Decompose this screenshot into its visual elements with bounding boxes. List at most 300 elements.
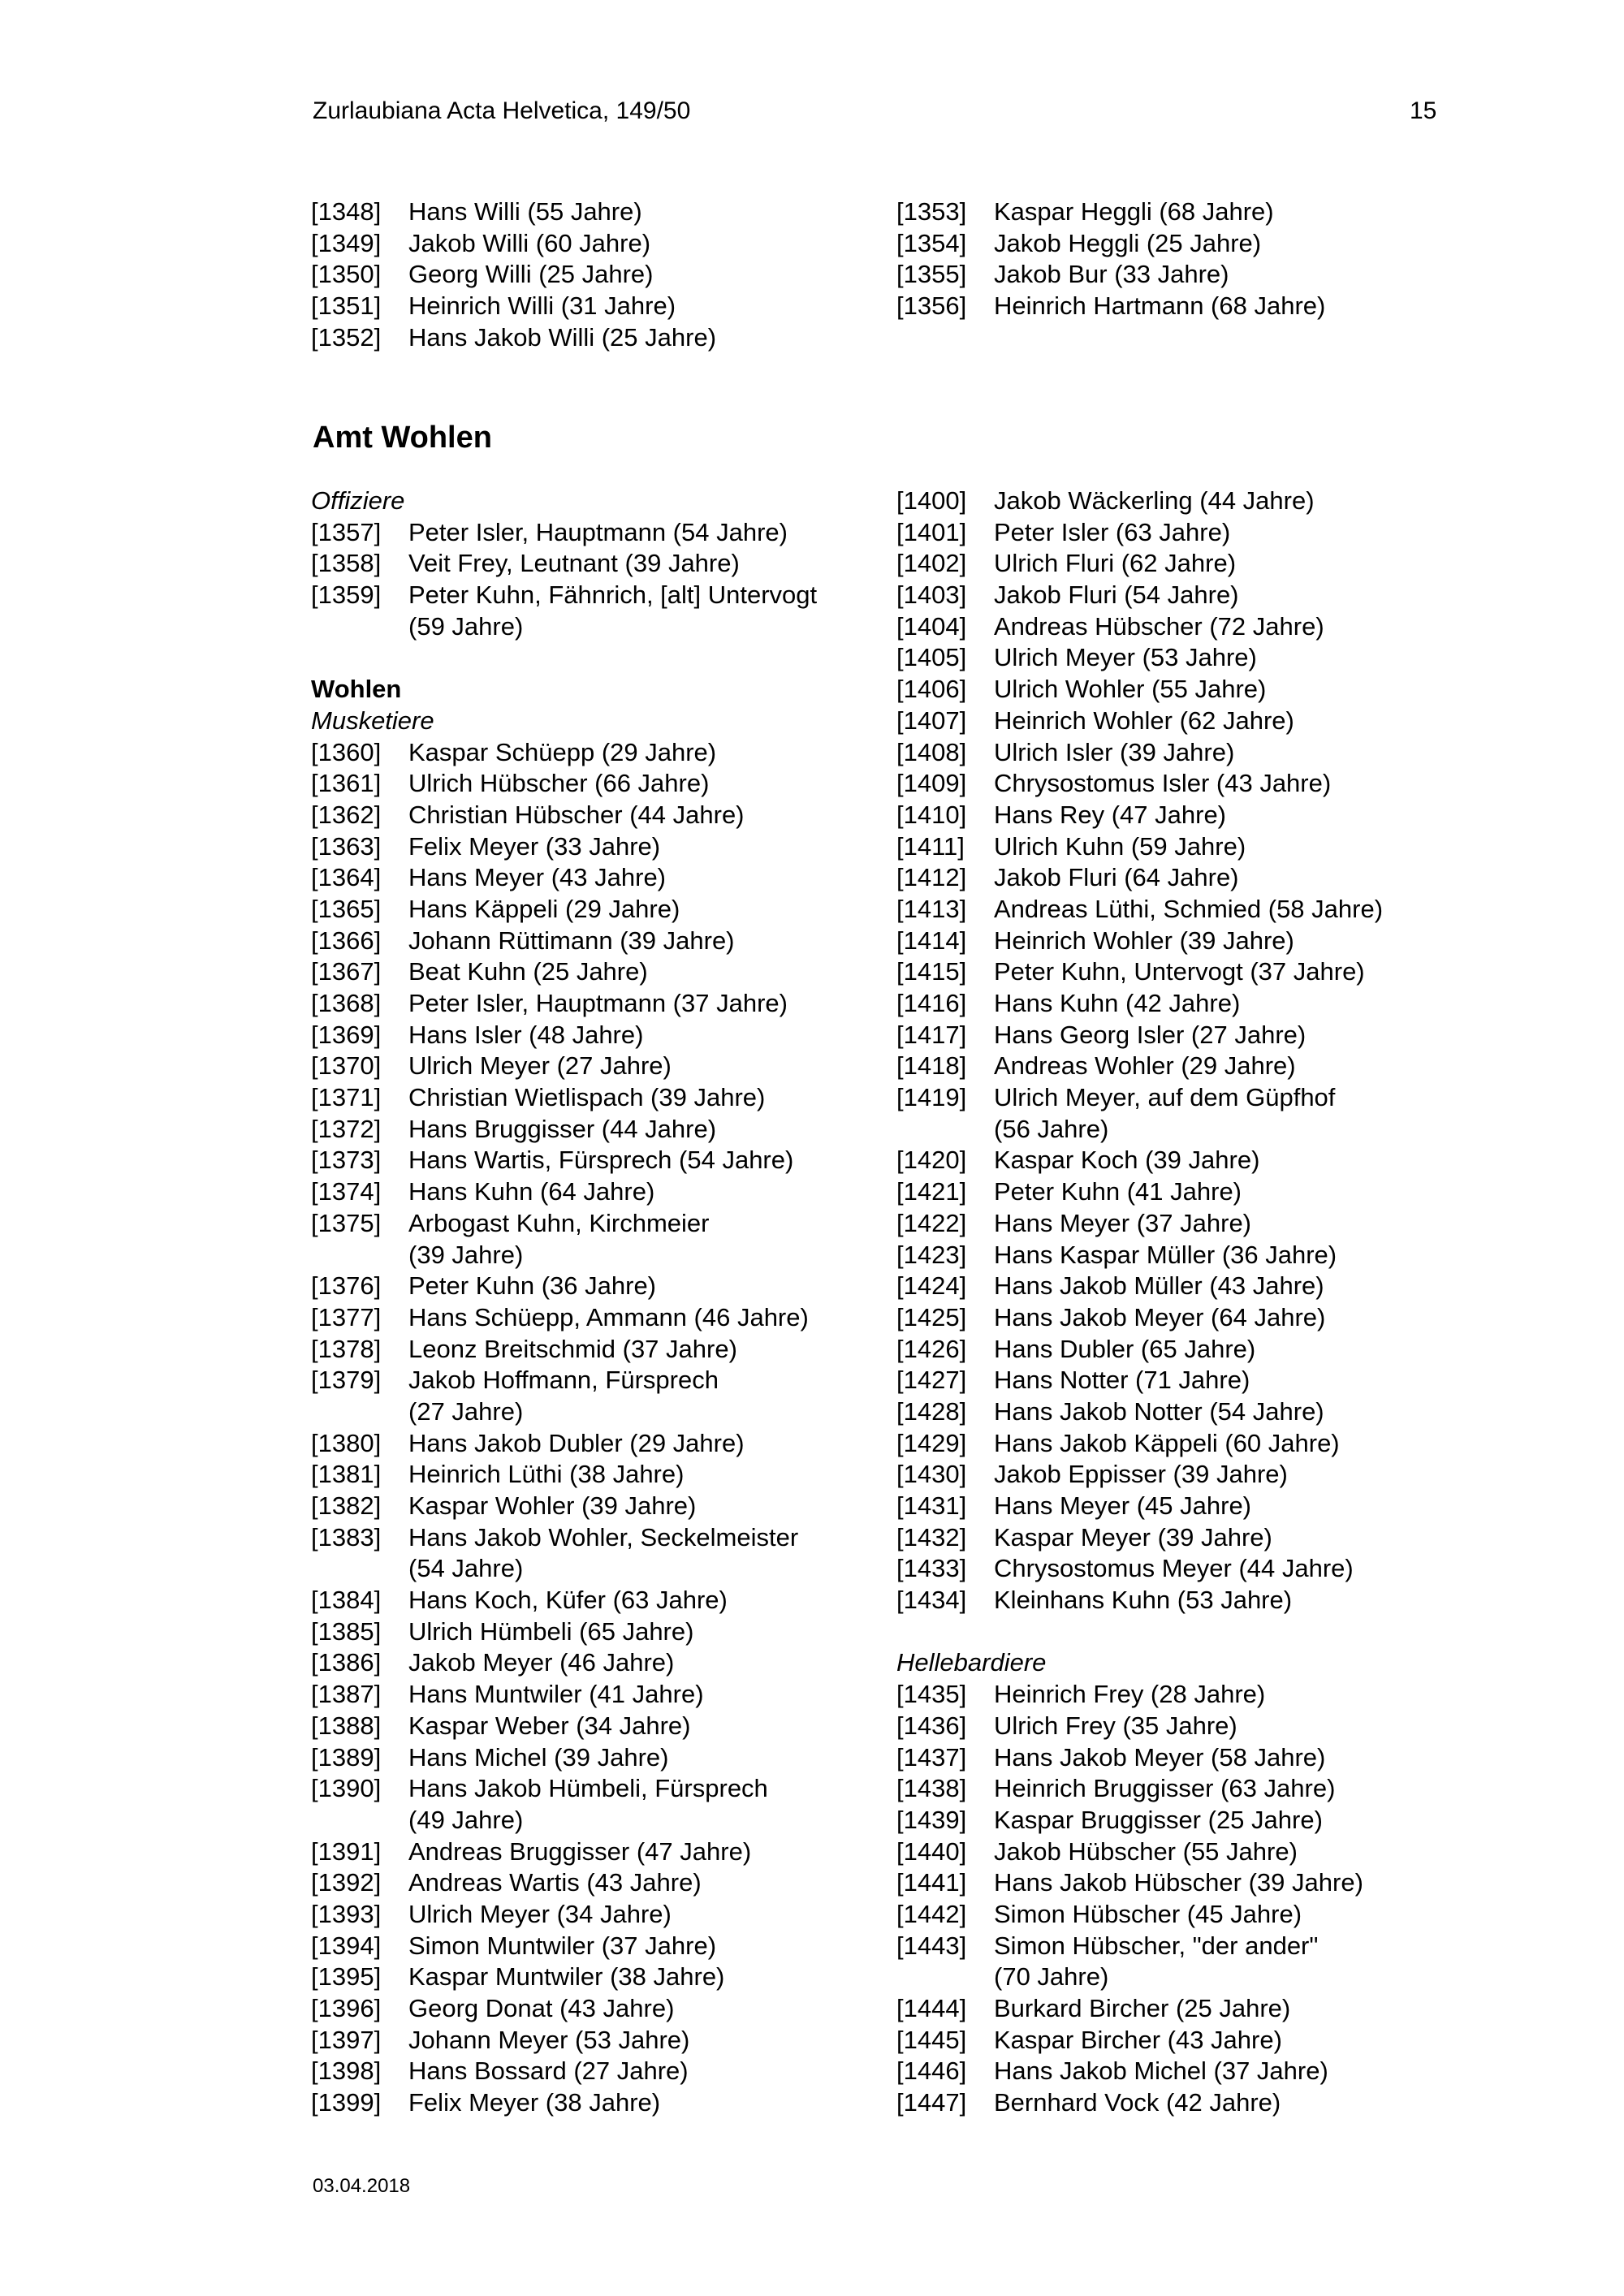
entry-text: (70 Jahre): [994, 1962, 1109, 1992]
list-entry: [311, 548, 896, 580]
list-entry: [311, 862, 896, 894]
list-entry: [896, 1836, 1481, 1868]
entry-number: [1395]: [311, 1962, 382, 1992]
entry-text: Hans Jakob Notter (54 Jahre): [994, 1396, 1324, 1426]
entry-text: Hans Meyer (37 Jahre): [994, 1208, 1252, 1237]
list-entry: [896, 737, 1481, 769]
list-entry: [896, 642, 1481, 674]
entry-text: Johann Rüttimann (39 Jahre): [408, 926, 735, 955]
entry-number: [1410]: [896, 800, 967, 829]
list-entry: [896, 1899, 1481, 1931]
list-entry-continuation: [896, 1962, 1481, 1993]
list-entry: [896, 228, 1481, 260]
entry-text: (39 Jahre): [408, 1240, 524, 1269]
list-entry-continuation: [311, 1553, 896, 1585]
entry-number: [1431]: [896, 1491, 967, 1520]
entry-number: [1413]: [896, 894, 967, 923]
list-entry-continuation: [896, 1114, 1481, 1146]
list-entry: [896, 768, 1481, 800]
entry-text: (56 Jahre): [994, 1114, 1109, 1143]
entry-number: [1349]: [311, 228, 382, 257]
entry-text: Simon Hübscher (45 Jahre): [994, 1899, 1302, 1928]
entry-text: Jakob Bur (33 Jahre): [994, 260, 1229, 289]
list-entry: [896, 548, 1481, 580]
entry-text: Simon Hübscher, "der ander": [994, 1931, 1319, 1960]
list-entry: [896, 611, 1481, 643]
entry-number: [1387]: [311, 1680, 382, 1709]
entry-number: [1360]: [311, 737, 382, 766]
spacer: [311, 642, 896, 674]
entry-text: Ulrich Frey (35 Jahre): [994, 1711, 1237, 1740]
entry-number: [1432]: [896, 1522, 967, 1552]
entry-number: [1388]: [311, 1711, 382, 1740]
list-entry: [311, 988, 896, 1020]
list-entry: [896, 862, 1481, 894]
entry-number: [1382]: [311, 1491, 382, 1520]
list-entry: [896, 1208, 1481, 1240]
entry-text: Hans Georg Isler (27 Jahre): [994, 1020, 1307, 1049]
entry-text: Kaspar Schüepp (29 Jahre): [408, 737, 717, 766]
entry-text: Hans Jakob Wohler, Seckelmeister: [408, 1522, 799, 1552]
list-entry: [311, 259, 896, 291]
entry-text: Jakob Heggli (25 Jahre): [994, 228, 1262, 257]
entry-number: [1447]: [896, 2088, 967, 2117]
list-entry: [311, 1742, 896, 1774]
entry-text: Arbogast Kuhn, Kirchmeier: [408, 1208, 710, 1237]
entry-number: [1375]: [311, 1208, 382, 1237]
entry-number: [1442]: [896, 1899, 967, 1928]
entry-number: [1401]: [896, 517, 967, 546]
list-entry: [896, 1145, 1481, 1176]
entry-text: Georg Donat (43 Jahre): [408, 1994, 675, 2022]
list-entry: [311, 737, 896, 769]
list-entry: [896, 926, 1481, 957]
entry-text: Heinrich Frey (28 Jahre): [994, 1680, 1266, 1709]
running-header-title: Zurlaubiana Acta Helvetica, 149/50: [313, 97, 691, 124]
entry-number: [1424]: [896, 1271, 967, 1301]
entry-text: Andreas Lüthi, Schmied (58 Jahre): [994, 894, 1384, 923]
list-entry: [311, 1334, 896, 1366]
list-entry: [311, 1585, 896, 1616]
entry-text: Hans Jakob Michel (37 Jahre): [994, 2056, 1328, 2086]
entry-number: [1369]: [311, 1020, 382, 1049]
entry-text: Chrysostomus Meyer (44 Jahre): [994, 1554, 1354, 1583]
right-column: [896, 486, 1481, 2119]
list-entry: [896, 988, 1481, 1020]
entry-text: Kaspar Wohler (39 Jahre): [408, 1491, 697, 1520]
entry-text: Jakob Fluri (54 Jahre): [994, 580, 1239, 610]
entry-text: (54 Jahre): [408, 1554, 524, 1583]
entry-number: [1386]: [311, 1648, 382, 1677]
list-entry: [896, 1459, 1481, 1491]
entry-text: Andreas Hübscher (72 Jahre): [994, 611, 1324, 641]
musketeers-list: [311, 737, 896, 2119]
entry-number: [1381]: [311, 1460, 382, 1489]
entry-text: Andreas Wartis (43 Jahre): [408, 1868, 702, 1897]
entry-number: [1408]: [896, 737, 967, 766]
entry-number: [1441]: [896, 1868, 967, 1897]
entry-text: Simon Muntwiler (37 Jahre): [408, 1931, 717, 1960]
list-entry: [896, 894, 1481, 926]
entry-text: Kaspar Bircher (43 Jahre): [994, 2025, 1282, 2054]
entry-text: Jakob Hoffmann, Fürsprech: [408, 1366, 719, 1395]
entry-text: Hans Jakob Willi (25 Jahre): [408, 322, 717, 352]
list-entry: [311, 1176, 896, 1208]
entry-text: Peter Isler (63 Jahre): [994, 517, 1231, 546]
entry-text: Hans Willi (55 Jahre): [408, 197, 642, 226]
entry-text: Georg Willi (25 Jahre): [408, 260, 654, 289]
list-entry: [311, 1491, 896, 1522]
list-entry: [896, 1020, 1481, 1051]
list-entry: [311, 1836, 896, 1868]
list-entry: [311, 1522, 896, 1554]
list-entry: [311, 1051, 896, 1082]
list-entry: [896, 196, 1481, 228]
entry-text: Ulrich Isler (39 Jahre): [994, 737, 1235, 766]
list-entry: [311, 1993, 896, 2025]
entry-number: [1407]: [896, 706, 967, 735]
list-entry: [896, 291, 1481, 322]
list-entry: [896, 486, 1481, 517]
entry-number: [1378]: [311, 1334, 382, 1363]
entry-text: Johann Meyer (53 Jahre): [408, 2025, 690, 2054]
entry-number: [1399]: [311, 2088, 382, 2117]
halberdiers-heading: Hellebardiere: [896, 1648, 1047, 1677]
entry-text: Jakob Fluri (64 Jahre): [994, 863, 1239, 892]
entry-text: Heinrich Hartmann (68 Jahre): [994, 291, 1326, 321]
entry-text: Ulrich Wohler (55 Jahre): [994, 675, 1267, 704]
entry-number: [1356]: [896, 291, 967, 321]
entry-text: Kaspar Bruggisser (25 Jahre): [994, 1805, 1323, 1834]
list-entry: [311, 228, 896, 260]
list-entry: [896, 1805, 1481, 1836]
section-title: Amt Wohlen: [313, 421, 492, 455]
entry-number: [1377]: [311, 1302, 382, 1331]
entry-number: [1398]: [311, 2056, 382, 2086]
entry-number: [1352]: [311, 322, 382, 352]
list-entry: [896, 2025, 1481, 2056]
entry-number: [1350]: [311, 260, 382, 289]
list-entry: [311, 580, 896, 611]
list-entry-continuation: [311, 1240, 896, 1271]
list-entry: [311, 1647, 896, 1679]
entry-number: [1372]: [311, 1114, 382, 1143]
entry-number: [1376]: [311, 1271, 382, 1301]
list-entry: [311, 1679, 896, 1711]
list-entry: [896, 1742, 1481, 1774]
entry-text: Hans Jakob Müller (43 Jahre): [994, 1271, 1324, 1301]
entry-number: [1364]: [311, 863, 382, 892]
entry-number: [1421]: [896, 1177, 967, 1206]
entry-text: Jakob Hübscher (55 Jahre): [994, 1836, 1298, 1866]
entry-number: [1348]: [311, 197, 382, 226]
entry-text: Hans Wartis, Fürsprech (54 Jahre): [408, 1146, 794, 1175]
list-entry: [311, 2087, 896, 2119]
entry-text: Chrysostomus Isler (43 Jahre): [994, 769, 1332, 798]
entry-number: [1415]: [896, 957, 967, 986]
entry-text: Hans Jakob Hümbeli, Fürsprech: [408, 1774, 768, 1803]
entry-number: [1418]: [896, 1051, 967, 1081]
entry-text: Kaspar Muntwiler (38 Jahre): [408, 1962, 725, 1992]
entry-number: [1390]: [311, 1774, 382, 1803]
entry-number: [1403]: [896, 580, 967, 610]
entry-number: [1420]: [896, 1146, 967, 1175]
list-entry: [311, 1899, 896, 1931]
entry-text: Kleinhans Kuhn (53 Jahre): [994, 1586, 1293, 1615]
entry-text: Hans Schüepp, Ammann (46 Jahre): [408, 1302, 809, 1331]
entry-text: Ulrich Meyer, auf dem Güpfhof: [994, 1083, 1336, 1112]
entry-text: Hans Dubler (65 Jahre): [994, 1334, 1256, 1363]
entry-number: [1371]: [311, 1083, 382, 1112]
list-entry: [311, 1428, 896, 1460]
entry-number: [1428]: [896, 1396, 967, 1426]
entry-text: Burkard Bircher (25 Jahre): [994, 1994, 1291, 2022]
entry-text: Peter Kuhn, Untervogt (37 Jahre): [994, 957, 1365, 986]
entry-number: [1404]: [896, 611, 967, 641]
entry-number: [1444]: [896, 1994, 967, 2022]
entry-number: [1427]: [896, 1366, 967, 1395]
entry-text: Jakob Willi (60 Jahre): [408, 228, 651, 257]
entry-text: Hans Meyer (45 Jahre): [994, 1491, 1252, 1520]
entry-number: [1438]: [896, 1774, 967, 1803]
entry-text: Heinrich Lüthi (38 Jahre): [408, 1460, 685, 1489]
entry-number: [1440]: [896, 1836, 967, 1866]
entry-text: (49 Jahre): [408, 1805, 524, 1834]
entry-text: Kaspar Meyer (39 Jahre): [994, 1522, 1272, 1552]
entry-number: [1366]: [311, 926, 382, 955]
entry-number: [1354]: [896, 228, 967, 257]
entry-number: [1374]: [311, 1177, 382, 1206]
list-entry: [896, 2056, 1481, 2087]
entry-number: [1367]: [311, 957, 382, 986]
entry-text: Hans Bruggisser (44 Jahre): [408, 1114, 717, 1143]
entry-number: [1412]: [896, 863, 967, 892]
entry-text: Peter Kuhn (36 Jahre): [408, 1271, 657, 1301]
list-entry: [311, 291, 896, 322]
entry-number: [1392]: [311, 1868, 382, 1897]
entry-text: Leonz Breitschmid (37 Jahre): [408, 1334, 737, 1363]
entry-number: [1429]: [896, 1428, 967, 1457]
list-entry: [896, 1585, 1481, 1616]
entry-number: [1443]: [896, 1931, 967, 1960]
entry-text: Hans Koch, Küfer (63 Jahre): [408, 1586, 728, 1615]
entry-text: Heinrich Wohler (39 Jahre): [994, 926, 1294, 955]
entry-number: [1396]: [311, 1994, 382, 2022]
list-entry: [896, 517, 1481, 549]
list-entry: [311, 1302, 896, 1334]
list-entry: [311, 1616, 896, 1648]
entry-number: [1365]: [311, 894, 382, 923]
list-entry: [896, 1365, 1481, 1396]
entry-text: Hans Bossard (27 Jahre): [408, 2056, 689, 2086]
list-entry: [896, 1711, 1481, 1742]
entry-text: Andreas Wohler (29 Jahre): [994, 1051, 1296, 1081]
entry-text: Ulrich Hümbeli (65 Jahre): [408, 1616, 694, 1646]
entry-text: Hans Muntwiler (41 Jahre): [408, 1680, 704, 1709]
list-entry: [896, 1679, 1481, 1711]
entry-text: Hans Michel (39 Jahre): [408, 1742, 669, 1772]
list-entry: [311, 1145, 896, 1176]
entry-number: [1435]: [896, 1680, 967, 1709]
officers-list: [311, 517, 896, 643]
list-entry: [896, 1396, 1481, 1428]
list-entry: [896, 1082, 1481, 1114]
list-entry: [311, 1020, 896, 1051]
list-entry: [896, 580, 1481, 611]
entry-text: Hans Kuhn (64 Jahre): [408, 1177, 655, 1206]
entry-text: Kaspar Heggli (68 Jahre): [994, 197, 1274, 226]
entry-number: [1414]: [896, 926, 967, 955]
entry-text: Hans Jakob Hübscher (39 Jahre): [994, 1868, 1363, 1897]
list-entry: [311, 1711, 896, 1742]
list-entry: [311, 1114, 896, 1146]
halberdiers-list: [896, 1679, 1481, 2119]
right-entries-list: [896, 486, 1481, 1616]
list-entry: [896, 1491, 1481, 1522]
entry-number: [1419]: [896, 1083, 967, 1112]
list-entry: [311, 1082, 896, 1114]
entry-number: [1439]: [896, 1805, 967, 1834]
entry-number: [1361]: [311, 769, 382, 798]
entry-text: Veit Frey, Leutnant (39 Jahre): [408, 549, 740, 578]
entry-number: [1358]: [311, 549, 382, 578]
entry-number: [1357]: [311, 517, 382, 546]
list-entry: [896, 1334, 1481, 1366]
entry-number: [1437]: [896, 1742, 967, 1772]
entry-number: [1380]: [311, 1428, 382, 1457]
list-entry: [896, 1993, 1481, 2025]
entry-text: Ulrich Meyer (53 Jahre): [994, 643, 1257, 672]
entry-number: [1425]: [896, 1302, 967, 1331]
entry-text: Hans Kaspar Müller (36 Jahre): [994, 1240, 1337, 1269]
entry-number: [1409]: [896, 769, 967, 798]
list-entry: [896, 2087, 1481, 2119]
entry-number: [1397]: [311, 2025, 382, 2054]
place-heading: Wohlen: [311, 675, 402, 704]
entry-text: Felix Meyer (33 Jahre): [408, 831, 661, 861]
musketeers-heading: Musketiere: [311, 706, 434, 735]
entry-number: [1436]: [896, 1711, 967, 1740]
entry-text: Bernhard Vock (42 Jahre): [994, 2088, 1281, 2117]
list-entry: [311, 2056, 896, 2087]
list-entry: [896, 259, 1481, 291]
entry-number: [1355]: [896, 260, 967, 289]
entry-text: Christian Wietlispach (39 Jahre): [408, 1083, 766, 1112]
entry-text: Heinrich Bruggisser (63 Jahre): [994, 1774, 1336, 1803]
entry-text: Heinrich Willi (31 Jahre): [408, 291, 676, 321]
entry-number: [1393]: [311, 1899, 382, 1928]
entry-number: [1370]: [311, 1051, 382, 1081]
entry-text: Felix Meyer (38 Jahre): [408, 2088, 661, 2117]
list-entry: [896, 674, 1481, 706]
entry-number: [1400]: [896, 486, 967, 515]
entry-number: [1422]: [896, 1208, 967, 1237]
spacer: [896, 1616, 1481, 1648]
entry-text: Ulrich Meyer (27 Jahre): [408, 1051, 672, 1081]
entry-text: Hans Käppeli (29 Jahre): [408, 894, 680, 923]
entry-number: [1391]: [311, 1836, 382, 1866]
page-number: 15: [1410, 97, 1437, 124]
entry-number: [1445]: [896, 2025, 967, 2054]
list-entry: [311, 1271, 896, 1302]
entry-number: [1359]: [311, 580, 382, 610]
entry-text: (59 Jahre): [408, 611, 524, 641]
list-entry: [896, 1522, 1481, 1554]
left-column: [311, 486, 896, 2119]
entry-text: Hans Notter (71 Jahre): [994, 1366, 1250, 1395]
list-entry: [311, 1208, 896, 1240]
list-entry: [311, 800, 896, 831]
entry-text: (27 Jahre): [408, 1396, 524, 1426]
list-entry: [896, 1240, 1481, 1271]
entry-text: Hans Meyer (43 Jahre): [408, 863, 667, 892]
entry-number: [1383]: [311, 1522, 382, 1552]
entry-number: [1373]: [311, 1146, 382, 1175]
entry-number: [1411]: [896, 831, 965, 861]
list-entry: [311, 1459, 896, 1491]
list-entry: [896, 1867, 1481, 1899]
list-entry: [311, 1962, 896, 1993]
list-entry: [896, 706, 1481, 737]
list-entry: [311, 1773, 896, 1805]
list-entry: [311, 894, 896, 926]
entry-number: [1433]: [896, 1554, 967, 1583]
entry-text: Hans Rey (47 Jahre): [994, 800, 1227, 829]
entry-number: [1368]: [311, 989, 382, 1017]
entry-number: [1379]: [311, 1366, 382, 1395]
entry-text: Kaspar Koch (39 Jahre): [994, 1146, 1260, 1175]
list-entry: [311, 1365, 896, 1396]
entry-number: [1389]: [311, 1742, 382, 1772]
entry-number: [1406]: [896, 675, 967, 704]
entry-text: Ulrich Fluri (62 Jahre): [994, 549, 1237, 578]
entry-text: Jakob Meyer (46 Jahre): [408, 1648, 675, 1677]
entry-text: Jakob Eppisser (39 Jahre): [994, 1460, 1288, 1489]
list-entry: [311, 517, 896, 549]
entry-text: Peter Isler, Hauptmann (37 Jahre): [408, 989, 788, 1017]
list-entry-continuation: [311, 1396, 896, 1428]
entry-number: [1385]: [311, 1616, 382, 1646]
list-entry: [896, 1302, 1481, 1334]
top-list-left: [311, 196, 896, 353]
officers-heading: Offiziere: [311, 486, 405, 515]
entry-text: Andreas Bruggisser (47 Jahre): [408, 1836, 752, 1866]
entry-text: Ulrich Meyer (34 Jahre): [408, 1899, 672, 1928]
list-entry: [896, 1773, 1481, 1805]
footer-date: 03.04.2018: [313, 2175, 411, 2197]
entry-number: [1426]: [896, 1334, 967, 1363]
list-entry: [311, 322, 896, 354]
list-entry: [896, 1176, 1481, 1208]
entry-number: [1351]: [311, 291, 382, 321]
entry-text: Christian Hübscher (44 Jahre): [408, 800, 745, 829]
list-entry: [896, 1428, 1481, 1460]
entry-number: [1417]: [896, 1020, 967, 1049]
entry-number: [1405]: [896, 643, 967, 672]
list-entry: [311, 2025, 896, 2056]
entry-text: Hans Jakob Käppeli (60 Jahre): [994, 1428, 1340, 1457]
list-entry: [311, 1867, 896, 1899]
entry-number: [1394]: [311, 1931, 382, 1960]
list-entry-continuation: [311, 1805, 896, 1836]
list-entry: [311, 831, 896, 863]
entry-number: [1416]: [896, 989, 967, 1017]
list-entry: [896, 956, 1481, 988]
entry-number: [1362]: [311, 800, 382, 829]
list-entry: [311, 956, 896, 988]
entry-text: Hans Jakob Meyer (64 Jahre): [994, 1302, 1326, 1331]
list-entry: [896, 1051, 1481, 1082]
